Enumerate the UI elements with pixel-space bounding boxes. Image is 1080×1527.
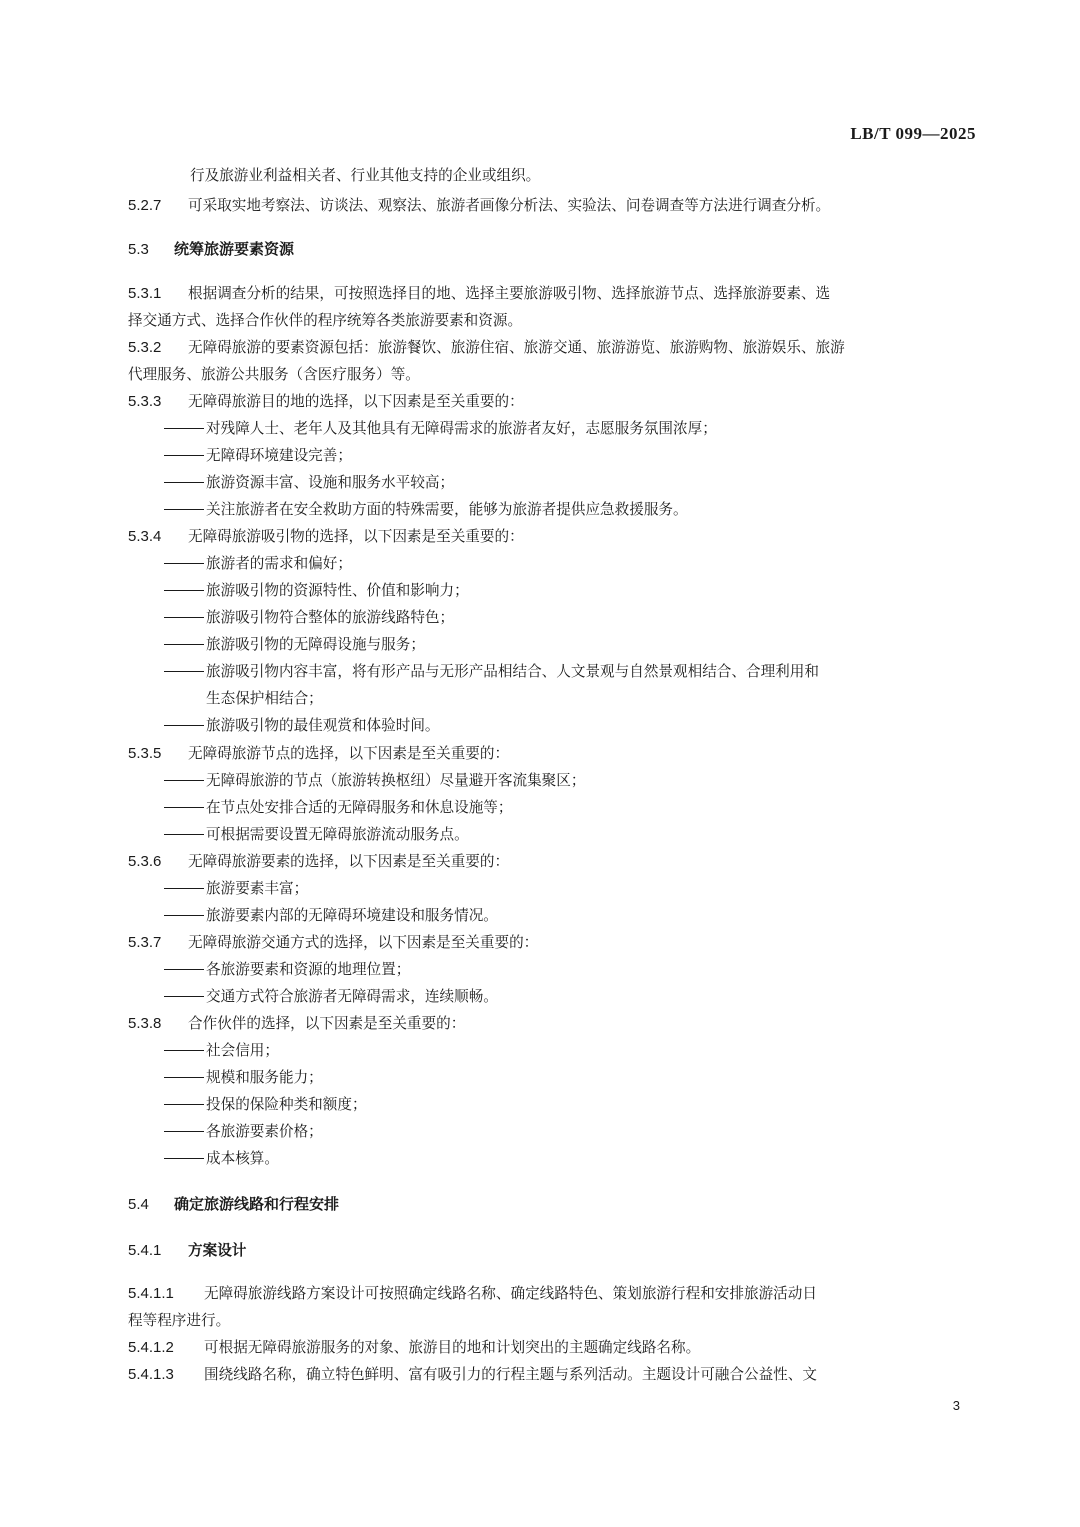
list-item-text: 成本核算。 (206, 1150, 279, 1167)
clause-line (128, 525, 524, 546)
list-item-text: 旅游吸引物的资源特性、价值和影响力； (206, 582, 469, 599)
em-dash-marker (164, 1104, 204, 1105)
clause-line (128, 336, 845, 357)
clause-number: 5.3.2 (128, 339, 162, 356)
heading-number: 5.3 (128, 241, 149, 258)
em-dash-marker (164, 1050, 204, 1051)
list-item (128, 498, 688, 519)
list-item-text: 可根据需要设置无障碍旅游流动服务点。 (206, 826, 469, 843)
list-item (128, 904, 498, 925)
em-dash-marker (164, 996, 204, 997)
list-item (128, 633, 425, 654)
em-dash-marker (164, 1077, 204, 1078)
clause-text: 合作伙伴的选择，以下因素是至关重要的： (188, 1015, 466, 1032)
list-item-text: 旅游要素丰富； (206, 880, 309, 897)
clause-number: 5.3.4 (128, 528, 162, 545)
list-item-text: 对残障人士、老年人及其他具有无障碍需求的旅游者友好，志愿服务氛围浓厚； (206, 420, 717, 437)
list-item-text: 旅游吸引物的最佳观赏和体验时间。 (206, 717, 440, 734)
em-dash-marker (164, 807, 204, 808)
clause-line (128, 1012, 465, 1033)
list-item (128, 714, 440, 735)
list-item-text: 旅游吸引物内容丰富，将有形产品与无形产品相结合、人文景观与自然景观相结合、合理利用和 (206, 663, 819, 680)
wrapped-text-line: 程等程序进行。 (128, 1312, 231, 1329)
em-dash-marker (164, 455, 204, 456)
clause-text: 无障碍旅游交通方式的选择，以下因素是至关重要的： (188, 934, 539, 951)
clause-text: 根据调查分析的结果，可按照选择目的地、选择主要旅游吸引物、选择旅游节点、选择旅游要素、选 (188, 285, 831, 302)
em-dash-marker (164, 671, 204, 672)
em-dash-marker (164, 482, 204, 483)
section-heading (128, 238, 294, 259)
clause-line (128, 194, 830, 215)
list-item-text: 无障碍旅游的节点（旅游转换枢纽）尽量避开客流集聚区； (206, 772, 586, 789)
list-item-text: 在节点处安排合适的无障碍服务和休息设施等； (206, 799, 513, 816)
clause-text: 可采取实地考察法、访谈法、观察法、旅游者画像分析法、实验法、问卷调查等方法进行调查分析。 (188, 197, 831, 214)
list-item-continuation: 生态保护相结合； (206, 690, 323, 707)
list-item (128, 1093, 367, 1114)
em-dash-marker (164, 590, 204, 591)
clause-line (128, 850, 509, 871)
clause-number: 5.3.5 (128, 745, 162, 762)
clause-text: 无障碍旅游节点的选择，以下因素是至关重要的： (188, 745, 510, 762)
list-item-text: 投保的保险种类和额度； (206, 1096, 367, 1113)
wrapped-text-line: 择交通方式、选择合作伙伴的程序统筹各类旅游要素和资源。 (128, 312, 523, 329)
list-item (128, 579, 469, 600)
document-code: LB/T 099—2025 (850, 124, 976, 143)
clause-text: 围绕线路名称，确立特色鲜明、富有吸引力的行程主题与系列活动。主题设计可融合公益性、文 (204, 1366, 817, 1383)
em-dash-marker (164, 509, 204, 510)
list-item-text: 旅游要素内部的无障碍环境建设和服务情况。 (206, 907, 498, 924)
list-item-text: 社会信用； (206, 1042, 279, 1059)
em-dash-marker (164, 915, 204, 916)
clause-text: 可根据无障碍旅游服务的对象、旅游目的地和计划突出的主题确定线路名称。 (204, 1339, 701, 1356)
clause-line (128, 282, 830, 303)
wrapped-text-line: 代理服务、旅游公共服务（含医疗服务）等。 (128, 366, 420, 383)
clause-line (128, 390, 524, 411)
list-item-text: 关注旅游者在安全救助方面的特殊需要，能够为旅游者提供应急救援服务。 (206, 501, 688, 518)
list-item (128, 552, 352, 573)
em-dash-marker (164, 617, 204, 618)
continued-text-line: 行及旅游业利益相关者、行业其他支持的企业或组织。 (190, 167, 541, 184)
list-item (128, 606, 454, 627)
heading-text: 统筹旅游要素资源 (174, 240, 295, 258)
em-dash-marker (164, 725, 204, 726)
clause-text: 无障碍旅游线路方案设计可按照确定线路名称、确定线路特色、策划旅游行程和安排旅游活动日 (204, 1285, 817, 1302)
clause-text: 无障碍旅游的要素资源包括：旅游餐饮、旅游住宿、旅游交通、旅游游览、旅游购物、旅游娱乐、旅游 (188, 339, 845, 356)
clause-number: 5.3.6 (128, 853, 162, 870)
heading-text: 方案设计 (188, 1242, 247, 1259)
clause-number: 5.2.7 (128, 197, 162, 214)
list-item-text: 规模和服务能力； (206, 1069, 323, 1086)
em-dash-marker (164, 428, 204, 429)
list-item (128, 417, 717, 438)
heading-number: 5.4.1 (128, 1242, 162, 1259)
list-item (128, 1120, 323, 1141)
em-dash-marker (164, 1131, 204, 1132)
list-item-text: 旅游吸引物的无障碍设施与服务； (206, 636, 425, 653)
em-dash-marker (164, 888, 204, 889)
heading-number: 5.4 (128, 1196, 149, 1213)
list-item-text: 旅游吸引物符合整体的旅游线路特色； (206, 609, 455, 626)
list-item (128, 1039, 279, 1060)
clause-number: 5.3.3 (128, 393, 162, 410)
clause-number: 5.4.1.3 (128, 1366, 174, 1383)
clause-number: 5.3.8 (128, 1015, 162, 1032)
em-dash-marker (164, 834, 204, 835)
list-item (128, 471, 454, 492)
em-dash-marker (164, 563, 204, 564)
em-dash-marker (164, 1158, 204, 1159)
clause-text: 无障碍旅游要素的选择，以下因素是至关重要的： (188, 853, 510, 870)
page-number: 3 (952, 1398, 960, 1413)
list-item-text: 各旅游要素价格； (206, 1123, 323, 1140)
list-item (128, 796, 512, 817)
list-item (128, 985, 498, 1006)
clause-line (128, 1363, 817, 1384)
em-dash-marker (164, 644, 204, 645)
list-item (128, 823, 469, 844)
list-item (128, 769, 585, 790)
section-heading (128, 1193, 339, 1214)
clause-number: 5.4.1.2 (128, 1339, 174, 1356)
list-item-text: 旅游资源丰富、设施和服务水平较高； (206, 474, 455, 491)
list-item (128, 660, 819, 681)
clause-line (128, 742, 509, 763)
list-item-text: 各旅游要素和资源的地理位置； (206, 961, 411, 978)
subsection-heading (128, 1239, 246, 1260)
heading-text: 确定旅游线路和行程安排 (174, 1195, 340, 1213)
list-item (128, 877, 308, 898)
list-item (128, 958, 410, 979)
clause-line (128, 1282, 817, 1303)
clause-text: 无障碍旅游目的地的选择，以下因素是至关重要的： (188, 393, 524, 410)
list-item (128, 444, 352, 465)
em-dash-marker (164, 969, 204, 970)
clause-line (128, 1336, 700, 1357)
clause-number: 5.4.1.1 (128, 1285, 174, 1302)
clause-line (128, 931, 538, 952)
clause-number: 5.3.7 (128, 934, 162, 951)
list-item-text: 无障碍环境建设完善； (206, 447, 352, 464)
clause-number: 5.3.1 (128, 285, 162, 302)
em-dash-marker (164, 780, 204, 781)
clause-text: 无障碍旅游吸引物的选择，以下因素是至关重要的： (188, 528, 524, 545)
list-item-text: 交通方式符合旅游者无障碍需求，连续顺畅。 (206, 988, 498, 1005)
list-item-text: 旅游者的需求和偏好； (206, 555, 352, 572)
list-item (128, 1147, 279, 1168)
list-item (128, 1066, 323, 1087)
